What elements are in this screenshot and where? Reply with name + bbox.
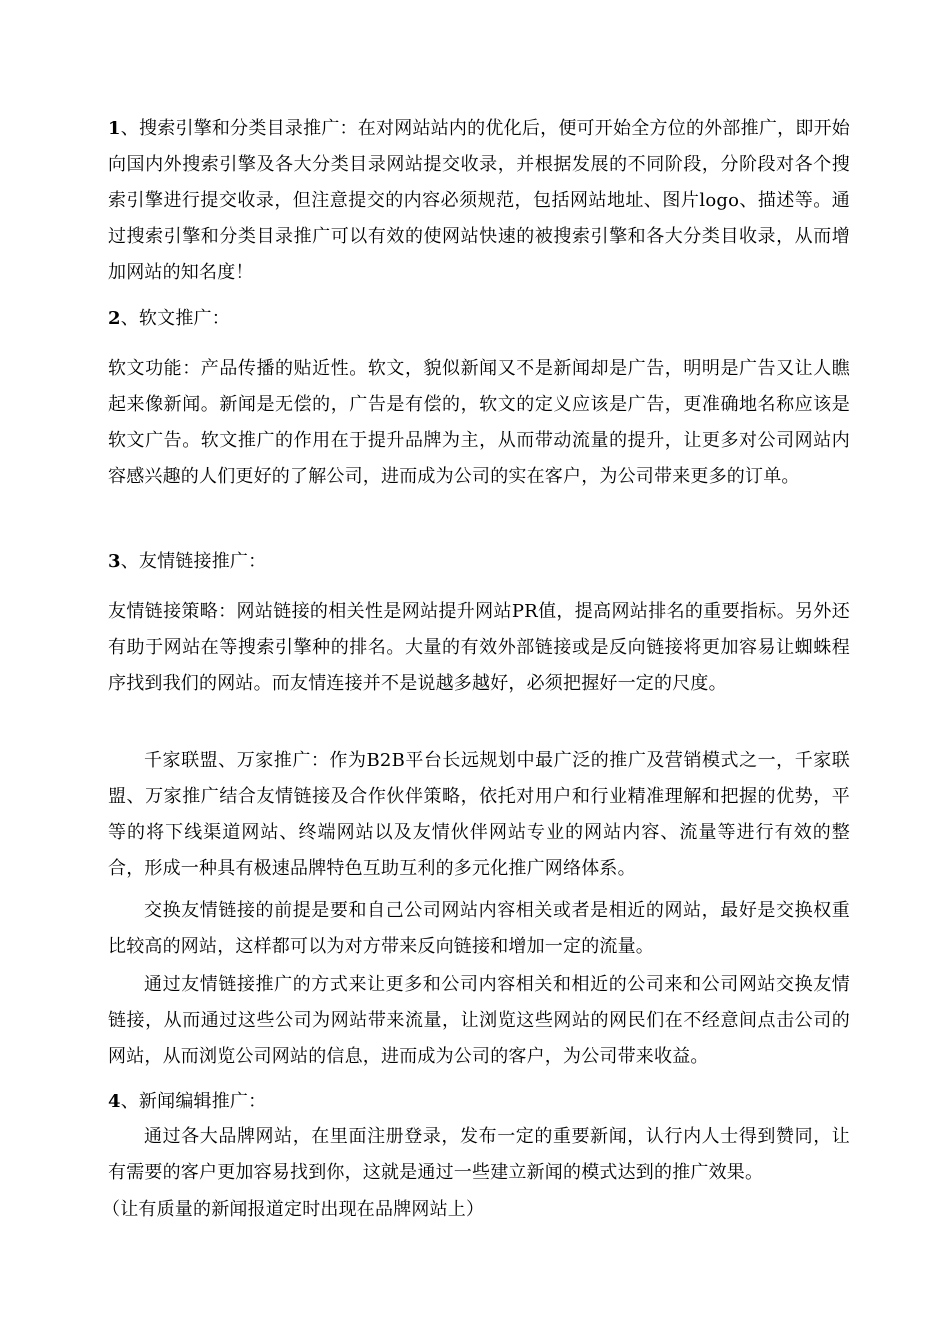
section-4-heading — [108, 1084, 850, 1120]
section-1-paragraph — [108, 111, 850, 291]
section-2-number: 2 — [108, 308, 121, 329]
section-4-heading-text: 、新闻编辑推广： — [120, 1091, 267, 1112]
section-4-note: （让有质量的新闻报道定时出现在品牌网站上） — [102, 1199, 485, 1220]
section-3-heading-text: 、友情链接推广： — [120, 551, 267, 572]
section-3-paragraph-1: 千家联盟、万家推广：作为B2B平台长远规划中最广泛的推广及营销模式之一，千家联盟、万家推广结合友情链接及合作伙伴策略，依托对用户和行业精准理解和把握的优势，平等的将下线渠道网站、终端网站以及友情伙伴网站专业的网站内容、流量等进行有效的整合，形成一种具有极速品牌特色互助互利的多元化推广网络体系。 — [108, 750, 850, 879]
section-3-body: 友情链接策略：网站链接的相关性是网站提升网站PR值，提高网站排名的重要指标。另外还有助于网站在等搜索引擎种的排名。大量的有效外部链接或是反向链接将更加容易让蜘蛛程序找到我们的网站。而友情连接并不是说越多越好，必须把握好一定的尺度。 — [108, 601, 850, 694]
section-2-heading — [108, 301, 850, 337]
section-3-paragraph-3: 通过友情链接推广的方式来让更多和公司内容相关和相近的公司来和公司网站交换友情链接，从而通过这些公司为网站带来流量，让浏览这些网站的网民们在不经意间点击公司的网站，从而浏览公司网站的信息，进而成为公司的客户，为公司带来收益。 — [108, 974, 850, 1067]
section-2-body: 软文功能：产品传播的贴近性。软文，貌似新闻又不是新闻却是广告，明明是广告又让人瞧起来像新闻。新闻是无偿的，广告是有偿的，软文的定义应该是广告，更准确地名称应该是软文广告。软文推广的作用在于提升品牌为主，从而带动流量的提升，让更多对公司网站内容感兴趣的人们更好的了解公司，进而成为公司的实在客户，为公司带来更多的订单。 — [108, 358, 850, 487]
section-1-text: 、搜索引擎和分类目录推广：在对网站站内的优化后，便可开始全方位的外部推广，即开始向国内外搜索引擎及各大分类目录网站提交收录，并根据发展的不同阶段，分阶段对各个搜索引擎进行提交收录，但注意提交的内容必须规范，包括网站地址、图片logo、描述等。通过搜索引擎和分类目录推广可以有效的使网站快速的被搜索引擎和各大分类目收录，从而增加网站的知名度！ — [108, 118, 850, 283]
section-1-number: 1 — [108, 118, 121, 139]
section-2-heading-text: 、软文推广： — [120, 308, 230, 329]
section-3-number: 3 — [108, 551, 121, 572]
section-4-number: 4 — [108, 1091, 121, 1112]
section-3-heading — [108, 544, 850, 580]
section-3-paragraph-2: 交换友情链接的前提是要和自己公司网站内容相关或者是相近的网站，最好是交换权重比较高的网站，这样都可以为对方带来反向链接和增加一定的流量。 — [108, 900, 850, 957]
section-4-paragraph-1: 通过各大品牌网站，在里面注册登录，发布一定的重要新闻，认行内人士得到赞同，让有需要的客户更加容易找到你，这就是通过一些建立新闻的模式达到的推广效果。 — [108, 1126, 850, 1183]
